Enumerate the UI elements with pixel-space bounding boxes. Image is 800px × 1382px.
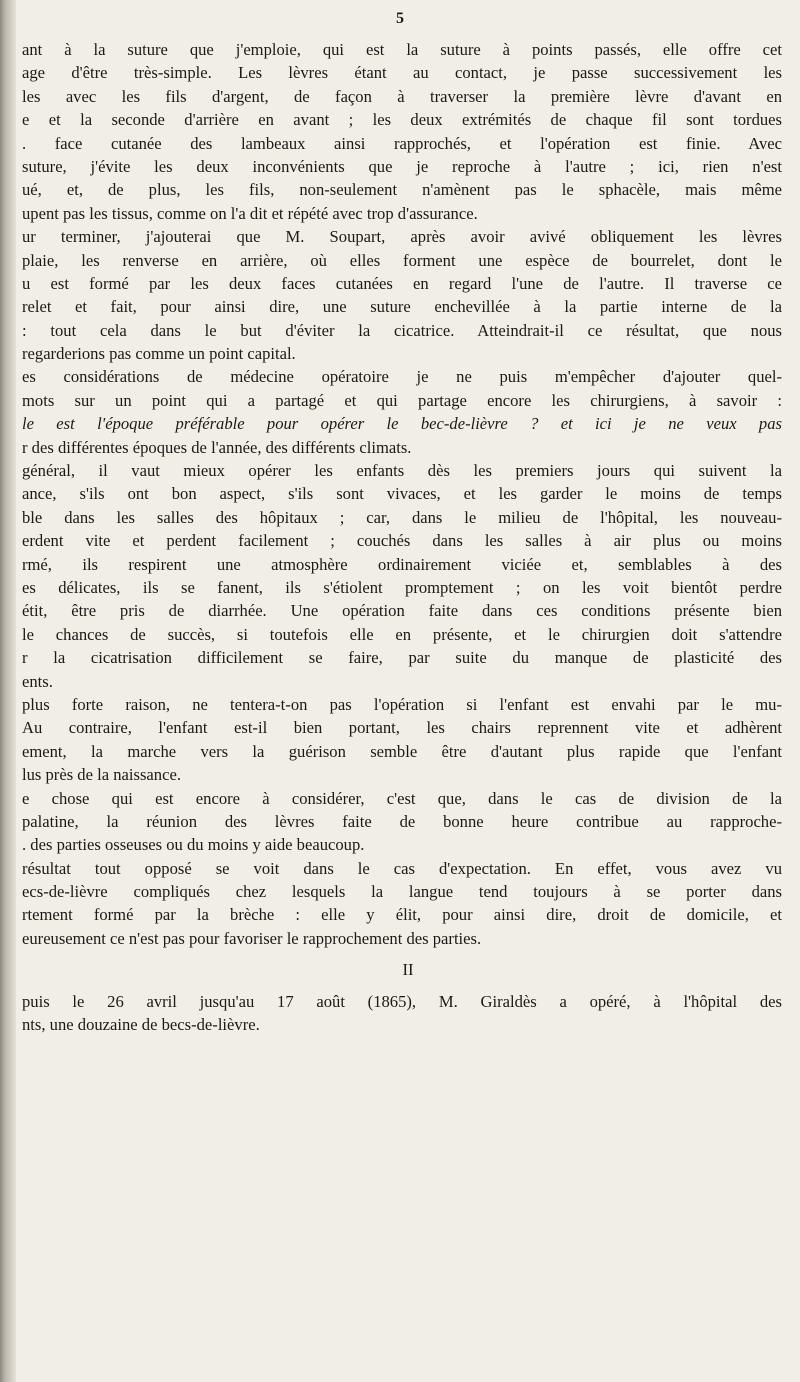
page-binding-edge [0,0,16,1382]
text-line: ur terminer, j'ajouterai que M. Soupart, après avoir avivé obliquement les lèvres [22,227,782,247]
text-line: lus près de la naissance. [22,765,181,785]
text-line: suture, j'évite les deux inconvénients que je reproche à l'autre ; ici, rien n'est [22,156,782,176]
text-line: ué, et, de plus, les fils, non-seulement n'amènent pas le sphacèle, mais même [22,180,782,200]
text-line: u est formé par les deux faces cutanées en regard l'une de l'autre. Il traverse ce [22,273,782,293]
text-line: e chose qui est encore à considérer, c'est que, dans le cas de division de la [22,788,782,808]
text-line: ble dans les salles des hôpitaux ; car, dans le milieu de l'hôpital, les nouveau- [22,507,782,527]
text-line: plaie, les renverse en arrière, où elles forment une espèce de bourrelet, dont le [22,250,782,270]
text-line: r la cicatrisation difficilement se faire, par suite du manque de plasticité des [22,648,782,668]
section-heading: II [402,960,414,980]
text-line: ance, s'ils ont bon aspect, s'ils sont vivaces, et les garder le moins de temps [22,484,782,504]
text-line: relet et fait, pour ainsi dire, une suture enchevillée à la partie interne de la [22,297,782,317]
text-line: : tout cela dans le but d'éviter la cicatrice. Atteindrait-il ce résultat, que nous [22,320,782,340]
text-line: le chances de succès, si toutefois elle en présente, et le chirurgien doit s'attendre [22,624,782,644]
text-line: ement, la marche vers la guérison semble être d'autant plus rapide que l'enfant [22,741,782,761]
text-line: Au contraire, l'enfant est-il bien portant, les chairs reprennent vite et adhèrent [22,718,782,738]
text-line: r des différentes époques de l'année, des différents climats. [22,437,412,457]
text-line: ant à la suture que j'emploie, qui est la suture à points passés, elle offre cet [22,40,782,59]
text-line: rtement formé par la brèche : elle y élit, pour ainsi dire, droit de domicile, et [22,905,782,925]
page-number: 5 [396,10,404,27]
text-line: mots sur un point qui a partagé et qui partage encore les chirurgiens, à savoir : [22,390,782,410]
text-line: plus forte raison, ne tentera-t-on pas l'opération si l'enfant est envahi par le mu- [22,694,782,714]
text-line: regarderions pas comme un point capital. [22,344,296,364]
text-line: étit, être pris de diarrhée. Une opération faite dans ces conditions présente bien [22,601,782,621]
text-line: général, il vaut mieux opérer les enfants dès les premiers jours qui suivent la [22,461,782,481]
text-line: e et la seconde d'arrière en avant ; les deux extrémités de chaque fil sont tordues [22,110,782,130]
text-line: ecs-de-lièvre compliqués chez lesquels la langue tend toujours à se porter dans [22,882,782,902]
text-line: ents. [22,671,53,691]
body-text [22,38,782,1036]
text-line: upent pas les tissus, comme on l'a dit et répété avec trop d'assurance. [22,203,478,223]
text-line: puis le 26 avril jusqu'au 17 août (1865), M. Giraldès a opéré, à l'hôpital des [22,991,782,1011]
text-line: rmé, ils respirent une atmosphère ordinairement viciée et, semblables à des [22,554,782,574]
text-line: . face cutanée des lambeaux ainsi rapprochés, et l'opération est finie. Avec [22,133,782,153]
text-line: erdent vite et perdent facilement ; couchés dans les salles à air plus ou moins [22,531,782,551]
text-line-italic-question: le est l'époque préférable pour opérer le bec-de-lièvre ? et ici je ne veux pas [22,414,782,434]
text-line: résultat tout opposé se voit dans le cas d'expectation. En effet, vous avez vu [22,858,782,878]
text-line: les avec les fils d'argent, de façon à traverser la première lèvre d'avant en [22,86,782,106]
text-line: es considérations de médecine opératoire je ne puis m'empêcher d'ajouter quel- [22,367,782,387]
text-line: age d'être très-simple. Les lèvres étant au contact, je passe successivement les [22,63,782,83]
text-line: palatine, la réunion des lèvres faite de bonne heure contribue au rapproche- [22,811,782,831]
text-line: eureusement ce n'est pas pour favoriser le rapprochement des parties. [22,928,482,948]
text-line: es délicates, ils se fanent, ils s'étiolent promptement ; on les voit bientôt perdre [22,577,782,597]
text-line: . des parties osseuses ou du moins y aide beaucoup. [22,835,365,855]
text-line: nts, une douzaine de becs-de-lièvre. [22,1015,260,1035]
